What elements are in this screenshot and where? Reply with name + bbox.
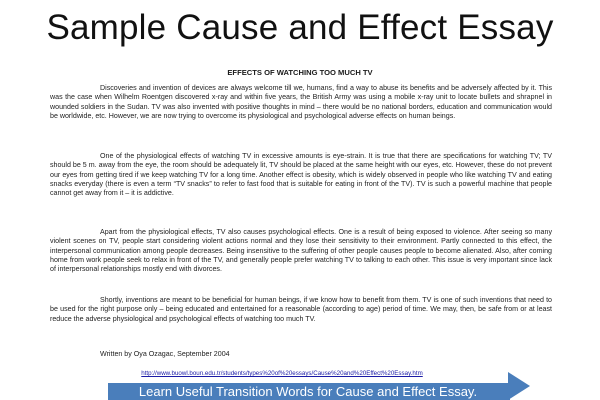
author-byline: Written by Oya Ozagac, September 2004: [100, 350, 230, 358]
essay-paragraph-intro: [50, 84, 552, 121]
paragraph-text: Apart from the physiological effects, TV also causes psychological effects. One is a result of being exposed to violence. After seeing so many violent scenes on TV, people start considering violent actions normal and they lose their sensitivity to their environment. Partly connected to this effect, the interpersonal communication among people decreases. Being insensitive to the suffering of other people causes people to become alienated. Also, after coming home from work people seek to relax in front of the TV, and generally people prefer watching TV to talking to each other. This issue is very important since lack of interpersonal relationships mostly end with divorces.: [50, 228, 552, 274]
essay-paragraph-conclusion: [50, 296, 552, 324]
essay-paragraph-psychological: [50, 228, 552, 274]
paragraph-text: Discoveries and invention of devices are always welcome till we, humans, find a way to abuse its benefits and be adversely affected by it. This was the case when Wilhelm Roentgen discovered x-ray and within five years, the British Army was using a mobile x-ray unit to locate bullets and shrapnel in wounded soldiers in the Sudan. TV was also invented with positive thoughts in mind – there would be no national borders, education and communication would be worldwide, etc. However, we are now trying to overcome its physiological and psychological adverse effects on human beings.: [50, 84, 552, 120]
slide-title: Sample Cause and Effect Essay: [46, 8, 554, 47]
source-link[interactable]: http://www.buowl.boun.edu.tr/students/types%20of%20essays/Cause%20and%20Effect%20Essay.htm: [141, 370, 423, 377]
paragraph-text: Shortly, inventions are meant to be beneficial for human beings, if we know how to benefit from them. TV is one of such inventions that need to be used for the right purpose only – being educated and entertained for a reasonable (according to age) period of time. We may, then, be safe from or at least reduce the adverse physiological and psychological effects of watching too much TV.: [50, 296, 552, 323]
right-arrow-icon[interactable]: [508, 372, 530, 400]
essay-paragraph-physiological: [50, 152, 552, 198]
essay-heading: EFFECTS OF WATCHING TOO MUCH TV: [227, 68, 373, 77]
transition-words-banner-button[interactable]: Learn Useful Transition Words for Cause and Effect Essay.: [108, 383, 508, 400]
paragraph-text: One of the physiological effects of watching TV in excessive amounts is eye-strain. It is true that there are specifications for watching TV; TV should be 5 m. away from the eye, the room should be adequately lit, TV should be placed at the same height with our eyes, etc. However, these do not prevent our eyes from getting tired if we keep watching TV for a long time. Another effect is obesity, which is widely observed in people who like watching TV and eating snacks everyday (there is even a term “TV snacks” to refer to fast food that is suitable for eating in front of the TV). TV is such a powerful machine that people cannot get away from it – it is addictive.: [50, 152, 552, 198]
